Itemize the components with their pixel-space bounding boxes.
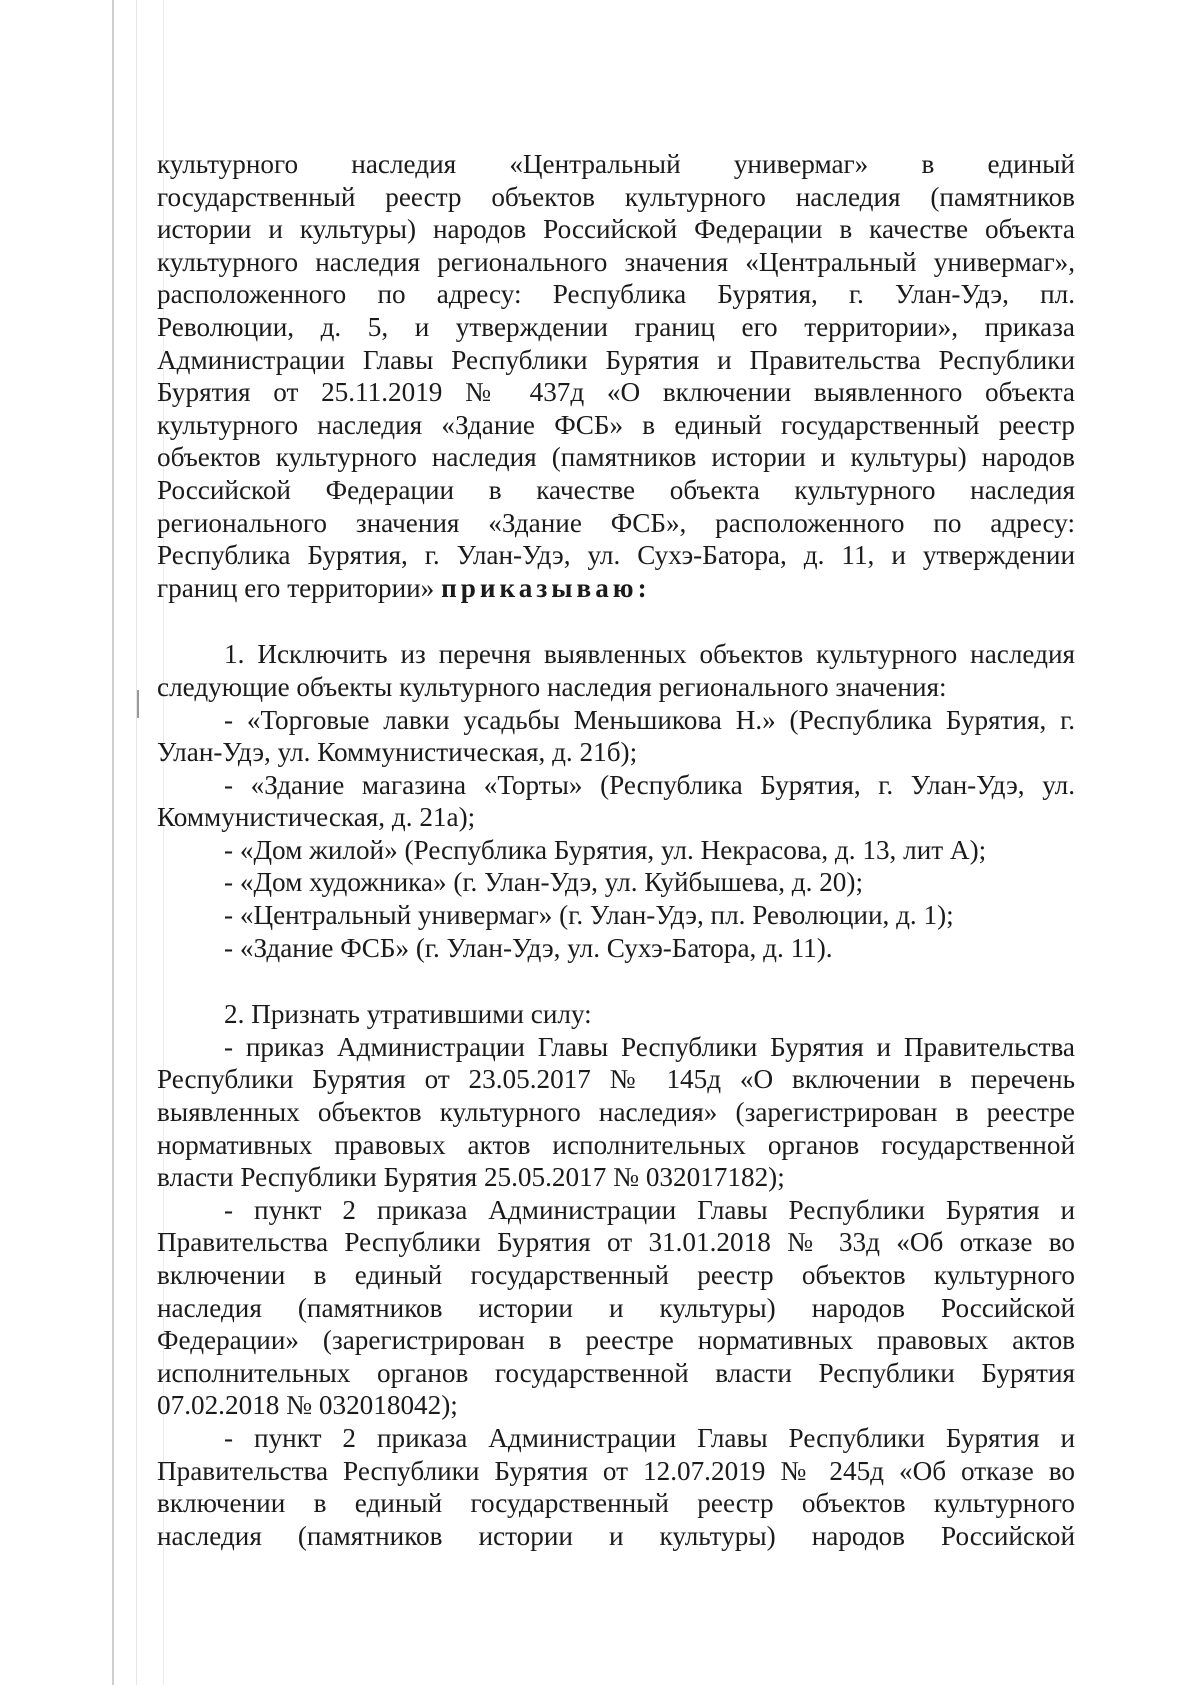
text-line: культурного наследия регионального значения «Центральный универмаг», [157, 246, 1075, 277]
text-line: Правительства Республики Бурятия от 12.07.2019 № 245д «Об отказе во [157, 1455, 1075, 1486]
list-item: - пункт 2 приказа Администрации Главы Республики Бурятия и [224, 1422, 1075, 1453]
text-line: исполнительных органов государственной власти Республики Бурятия [157, 1357, 1075, 1388]
list-item: - «Здание ФСБ» (г. Улан-Удэ, ул. Сухэ-Батора, д. 11). [224, 932, 833, 963]
text-line: выявленных объектов культурного наследия» (зарегистрирован в реестре [157, 1097, 1075, 1128]
text-line: включении в единый государственный реестр объектов культурного [157, 1488, 1075, 1519]
text-line: нормативных правовых актов исполнительных органов государственной [157, 1129, 1075, 1160]
text-line: государственный реестр объектов культурного наследия (памятников [157, 181, 1075, 212]
list-item: - «Торговые лавки усадьбы Меньшикова Н.» (Республика Бурятия, г. [224, 704, 1075, 735]
text-line: Коммунистическая, д. 21а); [157, 802, 476, 833]
text-line: Улан-Удэ, ул. Коммунистическая, д. 21б); [157, 737, 638, 768]
text-line: 2. Признать утратившими силу: [224, 999, 592, 1030]
text-line: Правительства Республики Бурятия от 31.01.2018 № 33д «Об отказе во [157, 1227, 1075, 1258]
scan-edge-line [136, 0, 137, 1685]
document-body [157, 148, 1075, 1552]
text-line: 1. Исключить из перечня выявленных объектов культурного наследия [224, 639, 1075, 670]
text-line: наследия (памятников истории и культуры) народов Российской [157, 1520, 1075, 1551]
text-line: наследия (памятников истории и культуры) народов Российской [157, 1292, 1075, 1323]
text-line: Республики Бурятия от 23.05.2017 № 145д «О включении в перечень [157, 1064, 1075, 1095]
text-line: Революции, д. 5, и утверждении границ его территории», приказа [157, 311, 1075, 342]
text-line: регионального значения «Здание ФСБ», расположенного по адресу: [157, 507, 1075, 538]
text-line: расположенного по адресу: Республика Бурятия, г. Улан-Удэ, пл. [157, 279, 1075, 310]
list-item: - «Дом художника» (г. Улан-Удэ, ул. Куйбышева, д. 20); [224, 867, 864, 898]
text-line: истории и культуры) народов Российской Федерации в качестве объекта [157, 214, 1075, 245]
text-line: Республика Бурятия, г. Улан-Удэ, ул. Сухэ-Батора, д. 11, и утверждении [157, 540, 1075, 571]
text-line: Бурятия от 25.11.2019 № 437д «О включении выявленного объекта [157, 377, 1075, 408]
paragraph-gap [157, 604, 1075, 638]
text-line: Федерации» (зарегистрирован в реестре нормативных правовых актов [157, 1325, 1075, 1356]
text-line: культурного наследия «Центральный универмаг» в единый [157, 149, 1075, 179]
list-item: - приказ Администрации Главы Республики Бурятия и Правительства [224, 1031, 1075, 1062]
paragraph-gap [157, 964, 1075, 998]
text-line: объектов культурного наследия (памятников истории и культуры) народов [157, 442, 1075, 473]
text-line: Российской Федерации в качестве объекта культурного наследия [157, 474, 1075, 505]
list-item: - «Центральный универмаг» (г. Улан-Удэ, пл. Революции, д. 1); [224, 900, 954, 931]
text-line: власти Республики Бурятия 25.05.2017 № 032017182); [157, 1162, 785, 1193]
scan-mark [137, 690, 139, 718]
order-keyword: приказываю: [441, 572, 651, 603]
text-line-final [157, 572, 1075, 605]
text-line: следующие объекты культурного наследия регионального значения: [157, 671, 947, 702]
text-line: включении в единый государственный реестр объектов культурного [157, 1260, 1075, 1290]
text-line: 07.02.2018 № 032018042); [157, 1390, 458, 1421]
list-item: - пункт 2 приказа Администрации Главы Республики Бурятия и [224, 1194, 1075, 1225]
text-line: Администрации Главы Республики Бурятия и Правительства Республики [157, 344, 1075, 375]
text-fragment: границ его территории» [157, 572, 435, 603]
scan-edge-line [112, 0, 114, 1685]
list-item: - «Дом жилой» (Республика Бурятия, ул. Некрасова, д. 13, лит А); [224, 834, 987, 865]
text-line: культурного наследия «Здание ФСБ» в единый государственный реестр [157, 409, 1075, 440]
list-item: - «Здание магазина «Торты» (Республика Бурятия, г. Улан-Удэ, ул. [224, 769, 1075, 800]
